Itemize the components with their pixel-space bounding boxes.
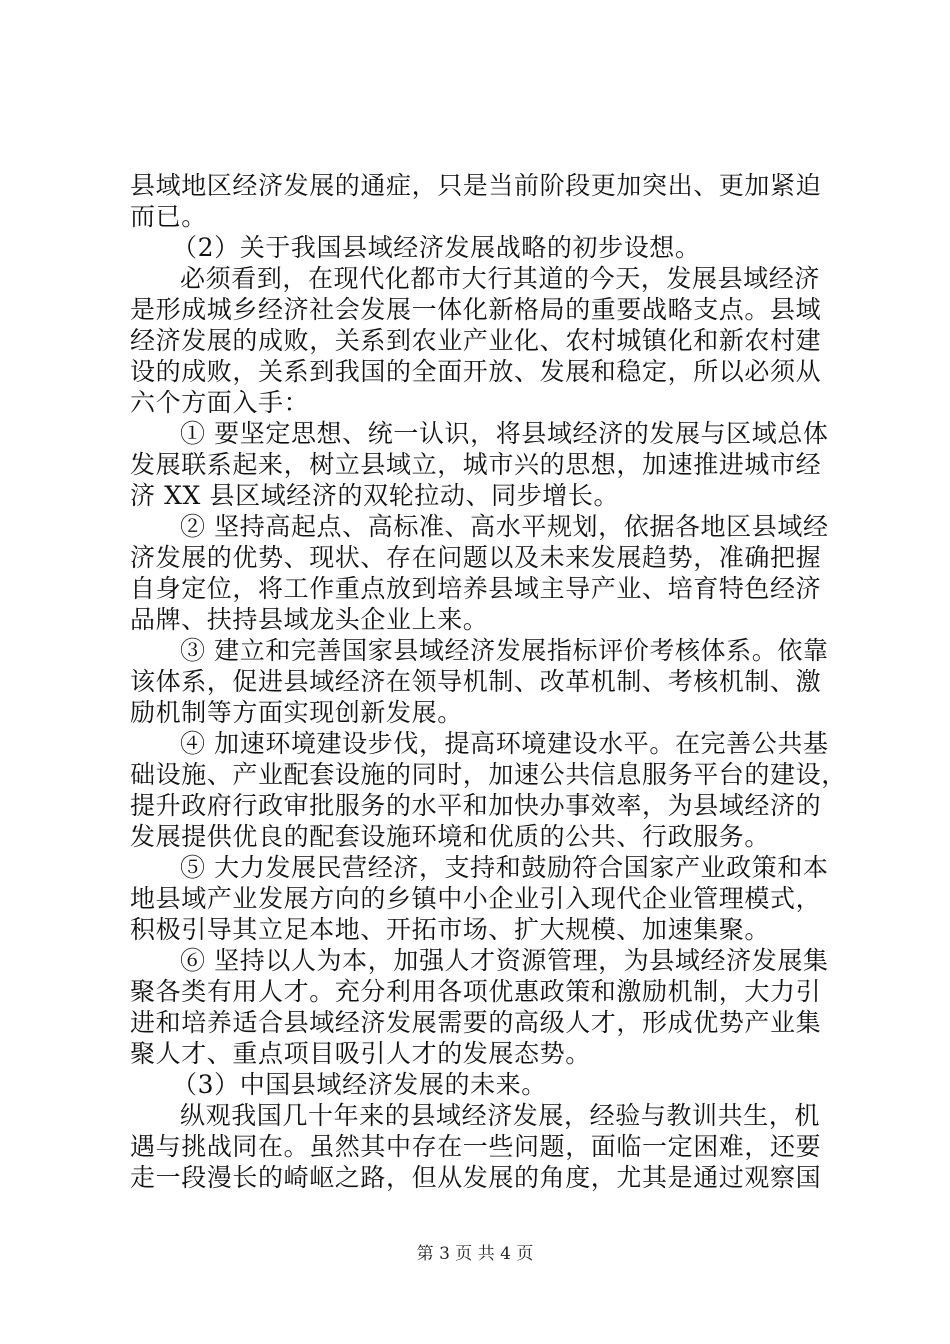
list-item-3: ③ 建立和完善国家县域经济发展指标评价考核体系。依靠: [180, 636, 829, 665]
text-line: 县域地区经济发展的通症，只是当前阶段更加突出、更加紧迫: [130, 171, 822, 200]
text-line: 该体系，促进县域经济在领导机制、改革机制、考核机制、激: [130, 667, 822, 696]
text-line: 而已。: [130, 202, 207, 231]
text-line: 发展联系起来，树立县域立，城市兴的思想，加速推进城市经: [130, 450, 822, 479]
text-line: 经济发展的成败，关系到农业产业化、农村城镇化和新农村建: [130, 326, 822, 355]
text-line: 自身定位，将工作重点放到培养县域主导产业、培育特色经济: [130, 574, 822, 603]
list-item-1: ① 要坚定思想、统一认识，将县域经济的发展与区域总体: [180, 419, 829, 448]
text-line: 济发展的优势、现状、存在问题以及未来发展趋势，准确把握: [130, 543, 822, 572]
text-line: 励机制等方面实现创新发展。: [130, 698, 463, 727]
text-line: 积极引导其立足本地、开拓市场、扩大规模、加速集聚。: [130, 915, 771, 944]
page-number: 第 3 页 共 4 页: [416, 1244, 534, 1264]
text-line: 聚人才、重点项目吸引人才的发展态势。: [130, 1039, 591, 1068]
text-line: 济 XX 县区域经济的双轮拉动、同步增长。: [130, 481, 620, 510]
section-heading: （2）关于我国县域经济发展战略的初步设想。: [172, 233, 701, 262]
text-line: 走一段漫长的崎岖之路，但从发展的角度，尤其是通过观察国: [130, 1163, 822, 1192]
text-line: 必须看到，在现代化都市大行其道的今天，发展县域经济: [180, 264, 821, 293]
text-line: 进和培养适合县域经济发展需要的高级人才，形成优势产业集: [130, 1008, 822, 1037]
text-line: 聚各类有用人才。充分利用各项优惠政策和激励机制，大力引: [130, 977, 822, 1006]
list-item-2: ② 坚持高起点、高标准、高水平规划，依据各地区县域经: [180, 512, 829, 541]
text-line: 品牌、扶持县域龙头企业上来。: [130, 605, 489, 634]
text-line: 纵观我国几十年来的县域经济发展，经验与教训共生，机: [180, 1101, 821, 1130]
section-heading: （3）中国县域经济发展的未来。: [172, 1070, 547, 1099]
text-line: 设的成败，关系到我国的全面开放、发展和稳定，所以必须从: [130, 357, 822, 386]
text-line: 遇与挑战同在。虽然其中存在一些问题，面临一定困难，还要: [130, 1132, 822, 1161]
text-line: 是形成城乡经济社会发展一体化新格局的重要战略支点。县域: [130, 295, 822, 324]
list-item-4: ④ 加速环境建设步伐，提高环境建设水平。在完善公共基: [180, 729, 829, 758]
list-item-6: ⑥ 坚持以人为本，加强人才资源管理，为县域经济发展集: [180, 946, 829, 975]
list-item-5: ⑤ 大力发展民营经济，支持和鼓励符合国家产业政策和本: [180, 853, 829, 882]
text-line: 地县域产业发展方向的乡镇中小企业引入现代企业管理模式，: [130, 884, 822, 913]
document-body: [130, 170, 847, 1193]
text-line: 提升政府行政审批服务的水平和加快办事效率，为县域经济的: [130, 791, 822, 820]
text-line: 发展提供优良的配套设施环境和优质的公共、行政服务。: [130, 822, 771, 851]
text-line: 六个方面入手：: [130, 388, 310, 417]
text-line: 础设施、产业配套设施的同时，加速公共信息服务平台的建设，: [130, 760, 847, 789]
